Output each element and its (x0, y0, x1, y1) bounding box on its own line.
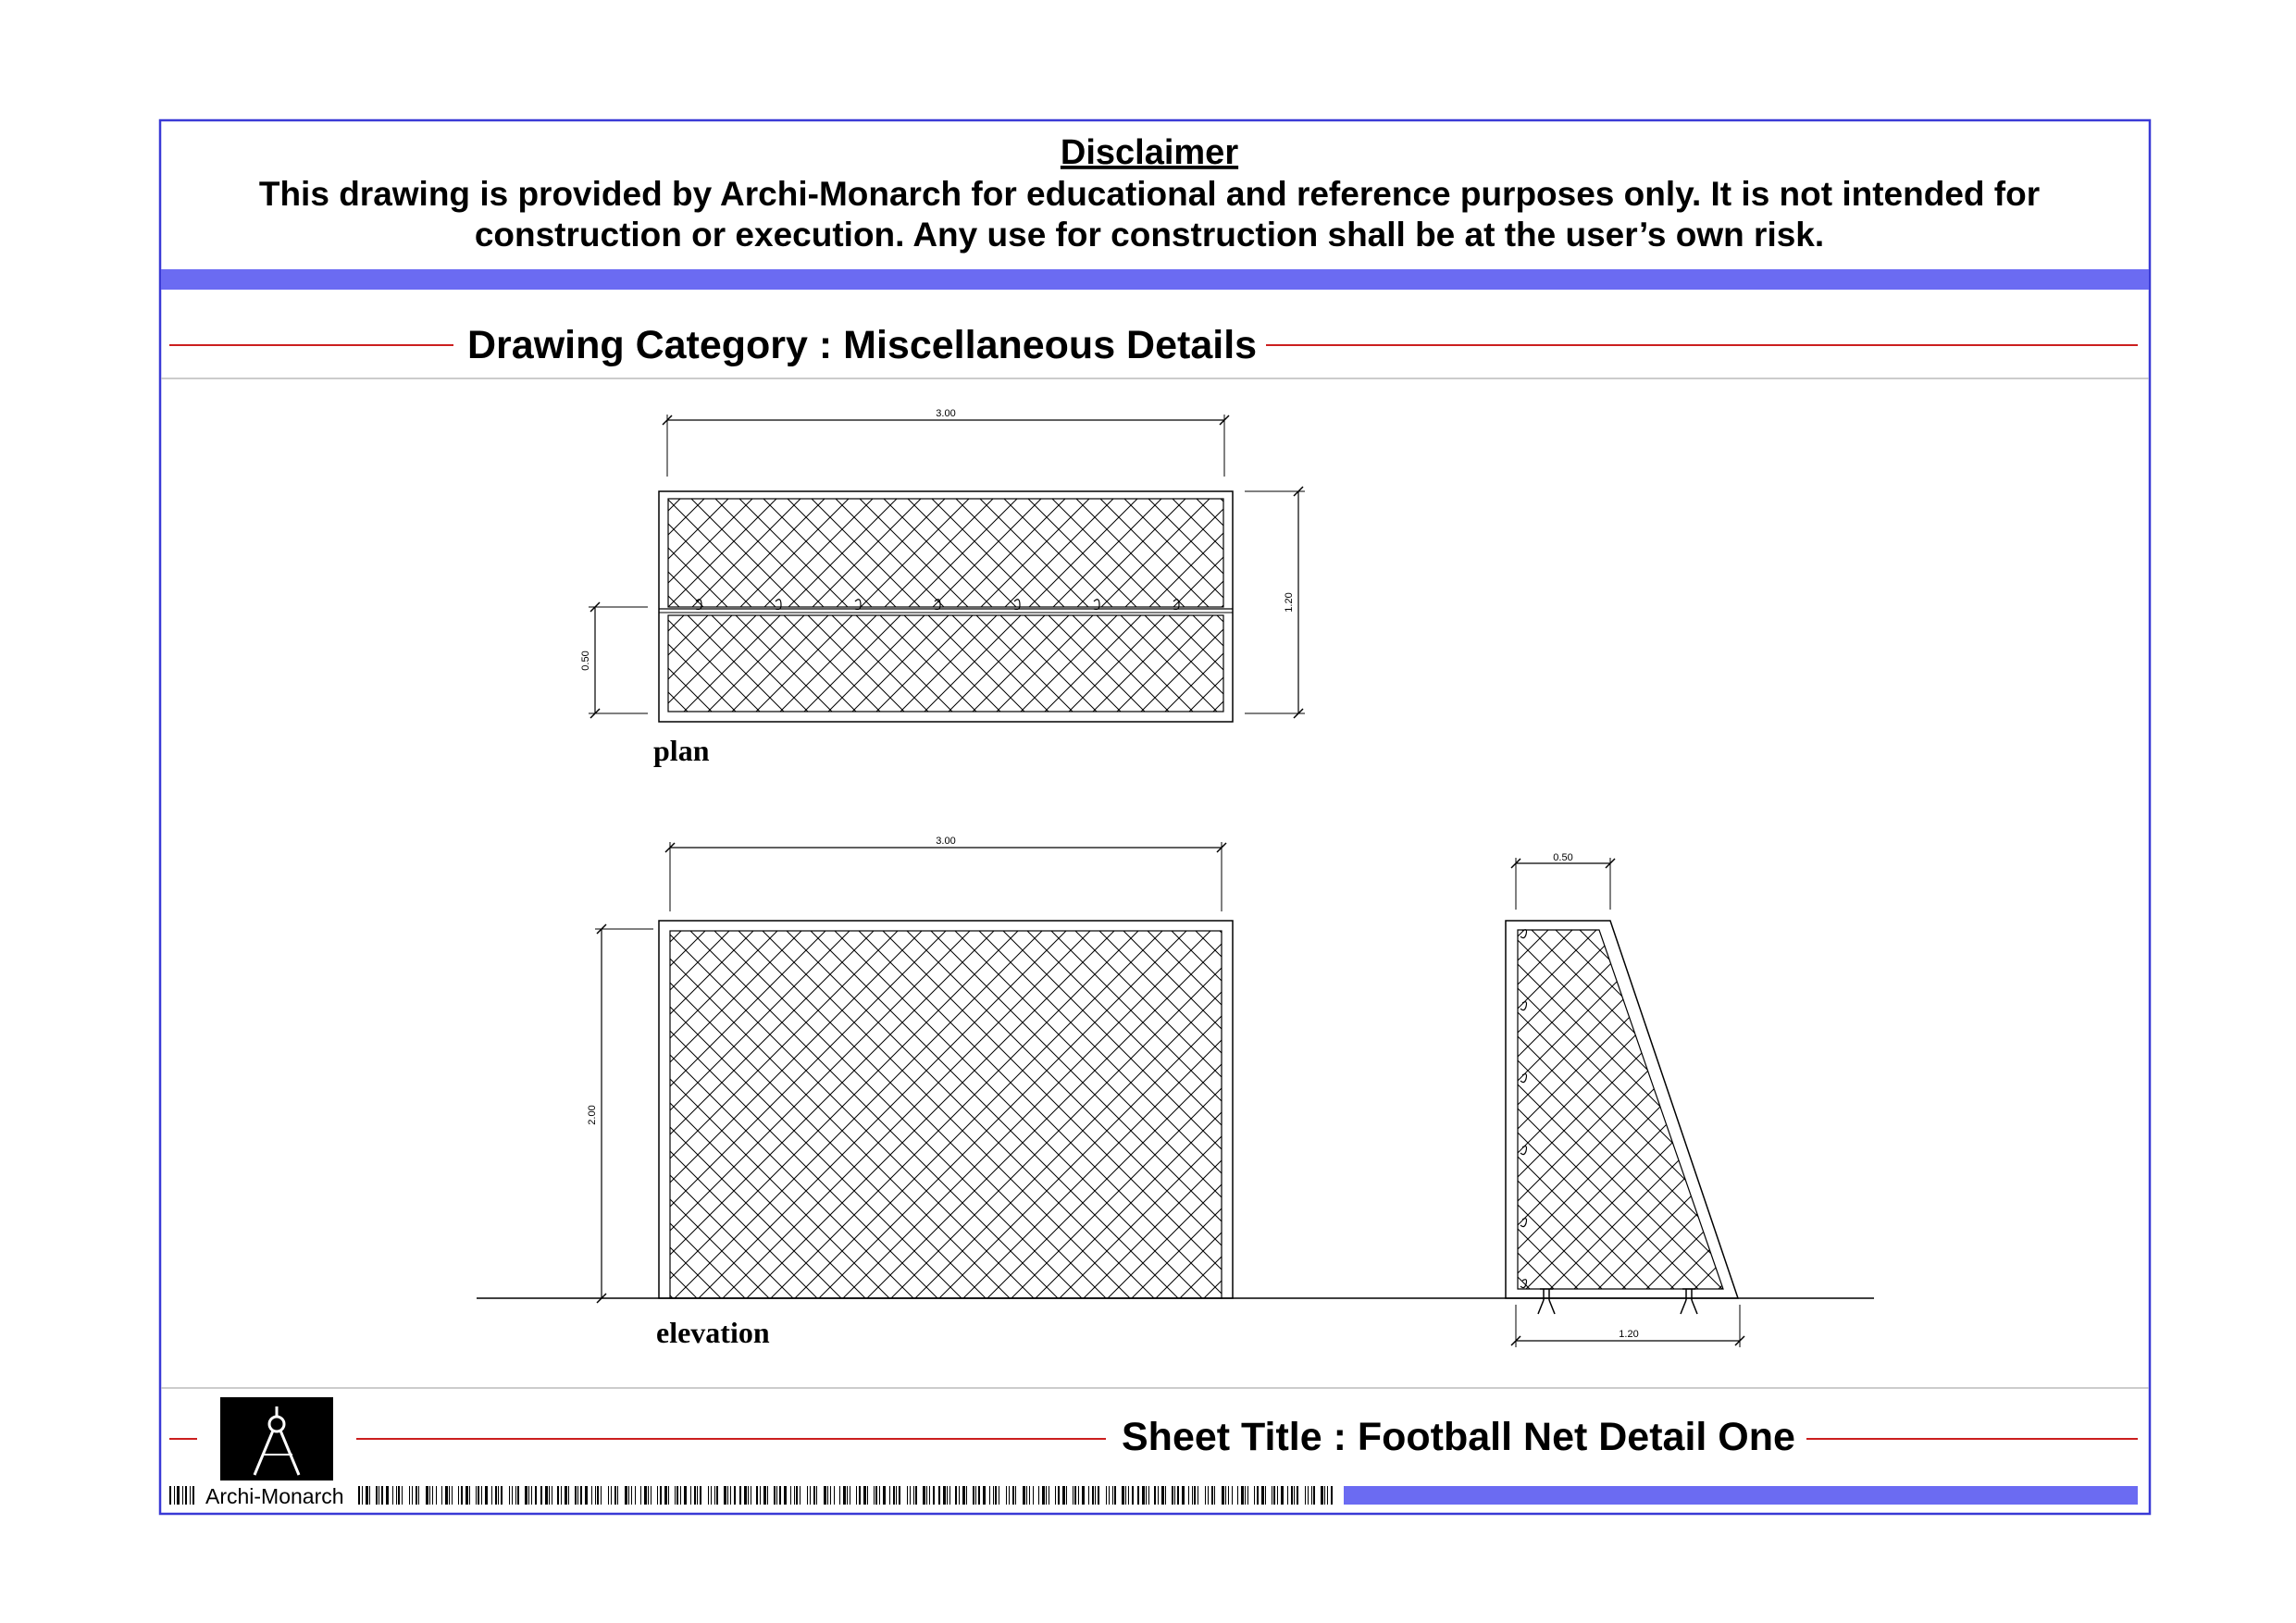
side-dim-base: 1.20 (1619, 1329, 1639, 1340)
brand-name: Archi-Monarch (205, 1484, 344, 1508)
side-net (1518, 930, 1723, 1289)
plan-view (580, 408, 1305, 722)
category-title: Drawing Category : Miscellaneous Details (467, 323, 1258, 367)
plan-label: plan (653, 734, 710, 767)
plan-dim-top-depth: 0.50 (580, 650, 591, 671)
elevation-dim-height: 2.00 (587, 1105, 598, 1125)
disclaimer-line-2: construction or execution. Any use for construction shall be at the user’s own risk. (474, 216, 1825, 254)
elevation-view (587, 836, 1233, 1303)
side-dim-top: 0.50 (1553, 852, 1573, 863)
elevation-net (670, 931, 1222, 1298)
elevation-dim-width: 3.00 (936, 836, 956, 847)
barcode-left (169, 1486, 194, 1505)
archi-monarch-logo (220, 1397, 333, 1481)
footer-accent-bar (1344, 1486, 2138, 1505)
plan-dim-depth: 1.20 (1284, 592, 1295, 613)
sheet-title: Sheet Title : Football Net Detail One (1122, 1415, 1795, 1459)
disclaimer-accent-bar (161, 269, 2149, 290)
disclaimer-title: Disclaimer (1060, 133, 1239, 172)
disclaimer-line-1: This drawing is provided by Archi-Monarch for educational and reference purposes only. It is not intended for (258, 175, 2041, 213)
plan-net-back (668, 499, 1223, 607)
plan-net-front (668, 615, 1223, 712)
side-view (1506, 852, 1744, 1347)
plan-dim-width: 3.00 (936, 408, 956, 419)
barcode-strip (358, 1486, 1333, 1505)
elevation-label: elevation (656, 1316, 770, 1349)
